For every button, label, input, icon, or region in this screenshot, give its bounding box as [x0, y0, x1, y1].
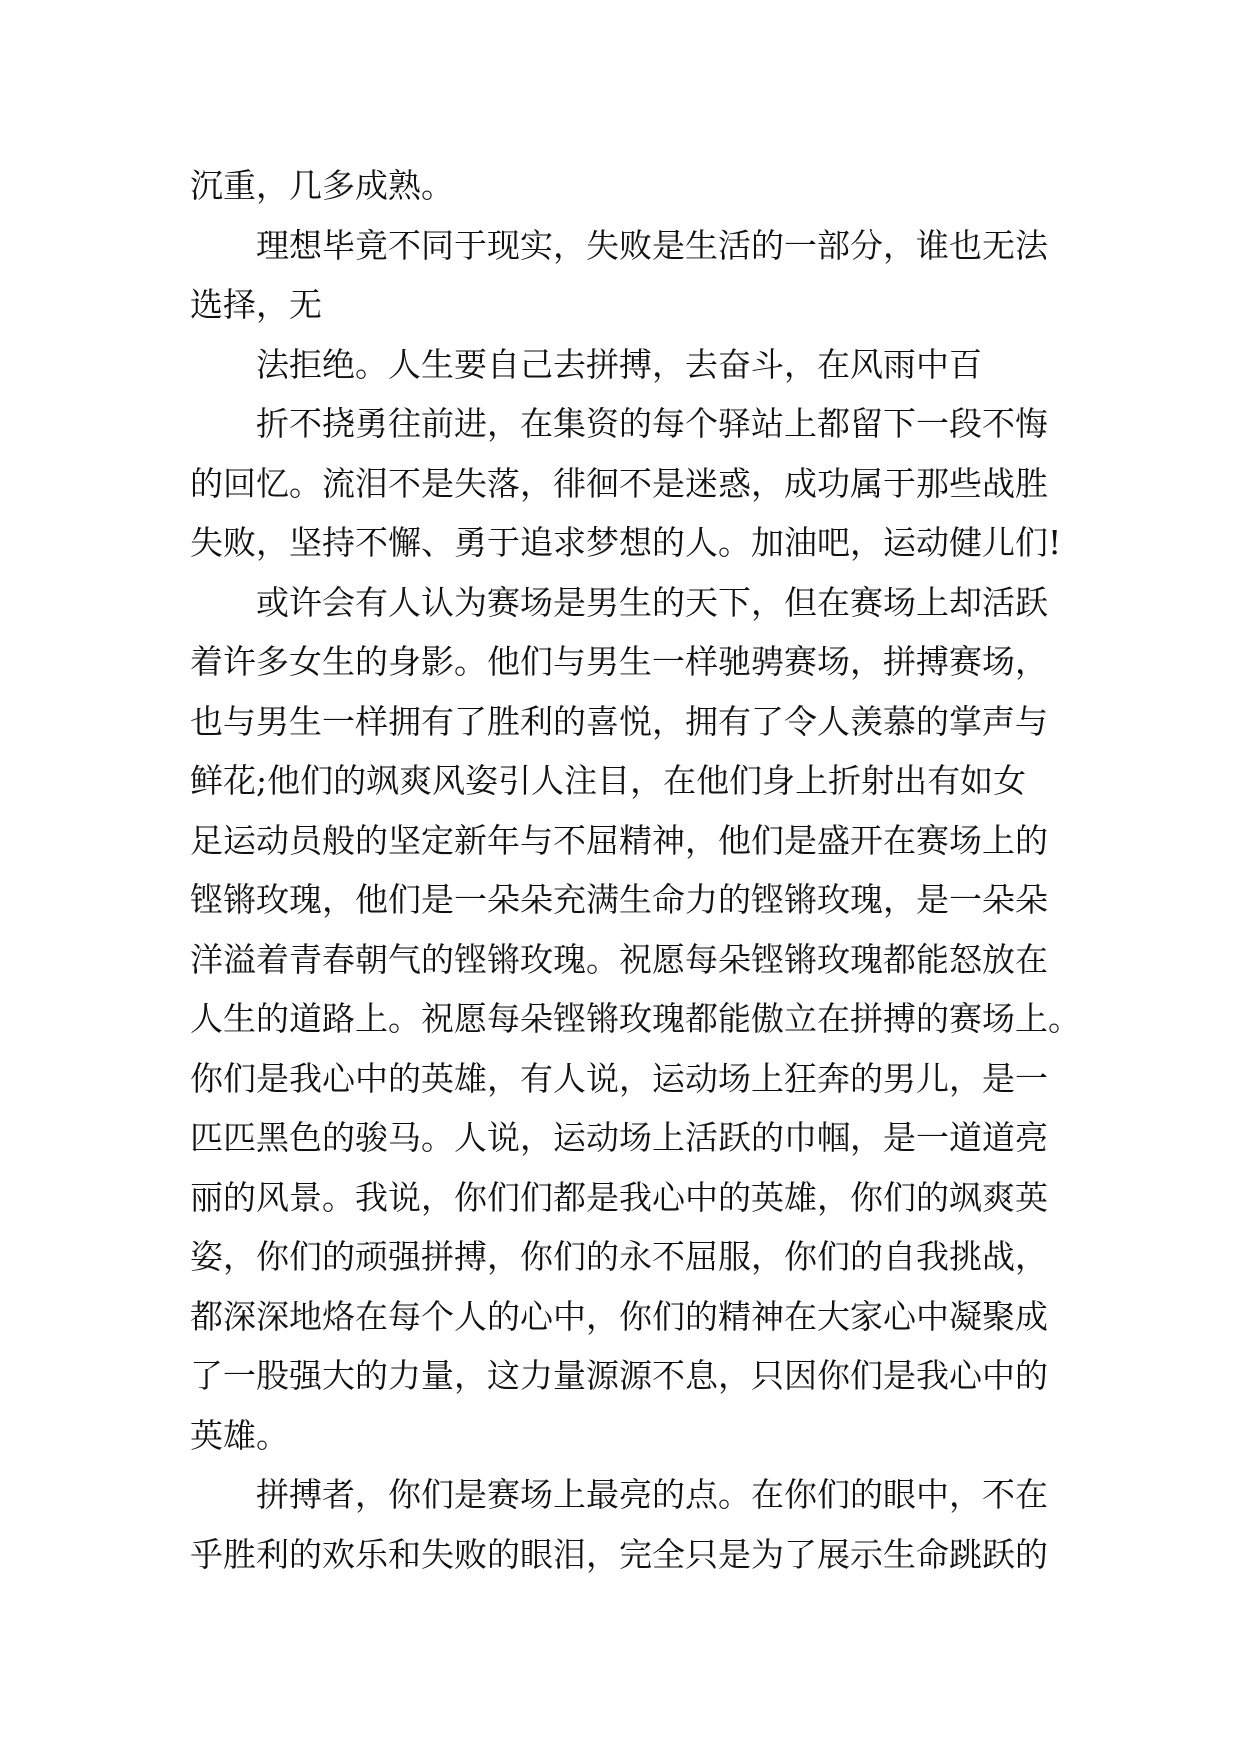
- text-line: 失败，坚持不懈、勇于追求梦想的人。加油吧，运动健儿们!: [190, 523, 1062, 562]
- text-line: 英雄。: [190, 1415, 289, 1455]
- text-line: 都深深地烙在每个人的心中，你们的精神在大家心中凝聚成: [190, 1296, 1048, 1336]
- text-line: 着许多女生的身影。他们与男生一样驰骋赛场，拼搏赛场，: [190, 642, 1048, 681]
- text-line: 匹匹黑色的骏马。人说，运动场上活跃的巾帼，是一道道亮: [190, 1118, 1048, 1157]
- text-line: 选择，无: [190, 285, 322, 324]
- text-line: 沉重，几多成熟。: [190, 166, 454, 205]
- text-line: 理想毕竟不同于现实，失败是生活的一部分，谁也无法: [256, 225, 1048, 265]
- text-line: 丽的风景。我说，你们们都是我心中的英雄，你们的飒爽英: [190, 1177, 1048, 1217]
- text-line: 铿锵玫瑰，他们是一朵朵充满生命力的铿锵玫瑰，是一朵朵: [190, 880, 1048, 919]
- text-line: 你们是我心中的英雄，有人说，运动场上狂奔的男儿，是一: [190, 1058, 1048, 1098]
- document-body: [190, 156, 1081, 1584]
- text-line: 洋溢着青春朝气的铿锵玫瑰。祝愿每朵铿锵玫瑰都能怒放在: [190, 939, 1048, 979]
- text-line: 或许会有人认为赛场是男生的天下，但在赛场上却活跃: [256, 582, 1048, 622]
- text-line: 姿，你们的顽强拼搏，你们的永不屈服，你们的自我挑战，: [190, 1237, 1048, 1276]
- text-line: 拼搏者，你们是赛场上最亮的点。在你们的眼中，不在: [256, 1475, 1048, 1514]
- text-line: 鲜花;他们的飒爽风姿引人注目，在他们身上折射出有如女: [190, 761, 1027, 800]
- text-line: 人生的道路上。祝愿每朵铿锵玫瑰都能傲立在拼搏的赛场上。: [190, 999, 1081, 1038]
- text-line: 也与男生一样拥有了胜利的喜悦，拥有了令人羡慕的掌声与: [190, 701, 1048, 741]
- text-line: 法拒绝。人生要自己去拼搏，去奋斗，在风雨中百: [256, 344, 982, 384]
- text-line: 乎胜利的欢乐和失败的眼泪，完全只是为了展示生命跳跃的: [190, 1534, 1048, 1574]
- text-line: 了一股强大的力量，这力量源源不息，只因你们是我心中的: [190, 1356, 1048, 1395]
- text-line: 折不挠勇往前进，在集资的每个驿站上都留下一段不悔: [256, 404, 1048, 443]
- text-line: 的回忆。流泪不是失落，徘徊不是迷惑，成功属于那些战胜: [190, 463, 1048, 503]
- text-line: 足运动员般的坚定新年与不屈精神，他们是盛开在赛场上的: [190, 820, 1048, 860]
